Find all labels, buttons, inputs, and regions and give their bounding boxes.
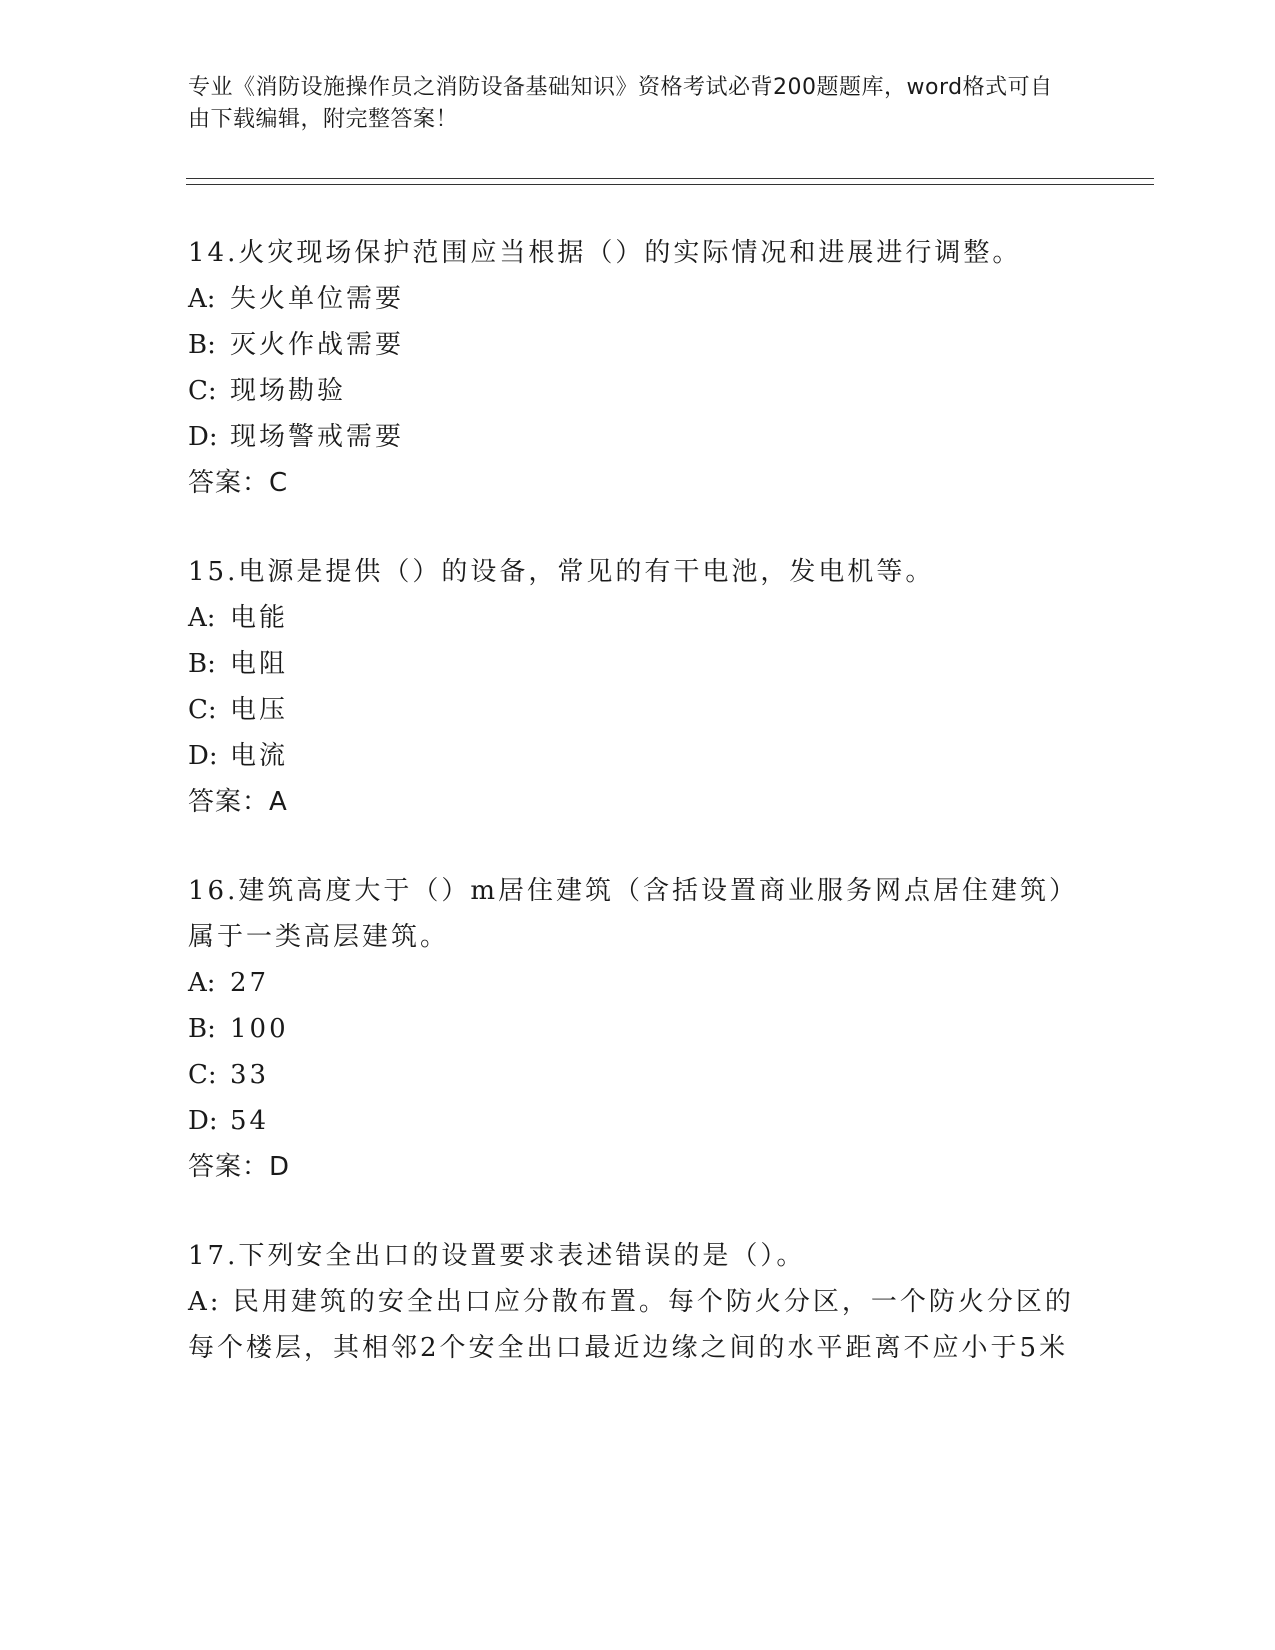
option-a [188, 595, 1078, 641]
option-a [188, 276, 1078, 322]
option-c [188, 687, 1078, 733]
question-text: 17.下列安全出口的设置要求表述错误的是（）。 [188, 1241, 806, 1271]
option-text: 民用建筑的安全出口应分散布置。每个防火分区，一个防火分区的每个楼层，其相邻2个安全出口最近边缘之间的水平距离不应小于5米 [188, 1287, 1074, 1363]
question-list [188, 230, 1078, 1414]
question-16 [188, 868, 1078, 1190]
option-text: 灭火作战需要 [230, 330, 405, 360]
option-text: 电流 [230, 741, 289, 771]
option-text: 失火单位需要 [230, 284, 405, 314]
option-b [188, 1006, 1078, 1052]
option-key: B: [188, 649, 216, 679]
option-c [188, 368, 1078, 414]
option-text: 现场警戒需要 [230, 422, 405, 452]
option-d [188, 1098, 1078, 1144]
option-text: 54 [230, 1106, 270, 1136]
option-a [188, 1279, 1078, 1371]
header-rule-bottom [186, 184, 1154, 185]
option-key: D: [188, 1106, 218, 1136]
answer-line: 答案：C [188, 468, 289, 498]
option-key: C: [188, 695, 217, 725]
option-d [188, 414, 1078, 460]
option-key: C: [188, 1060, 217, 1090]
option-text: 电阻 [230, 649, 289, 679]
option-key: B: [188, 330, 216, 360]
option-b [188, 322, 1078, 368]
option-key: C: [188, 376, 217, 406]
document-header: 专业《消防设施操作员之消防设备基础知识》资格考试必背200题题库，word格式可自由下载编辑，附完整答案！ [188, 75, 1053, 132]
answer-line: 答案：D [188, 1152, 291, 1182]
option-text: 27 [230, 968, 270, 998]
option-key: D: [188, 422, 218, 452]
question-15 [188, 549, 1078, 825]
option-text: 电压 [230, 695, 289, 725]
question-14 [188, 230, 1078, 506]
question-17 [188, 1233, 1078, 1371]
header-rule-top [186, 178, 1154, 179]
option-text: 现场勘验 [230, 376, 347, 406]
option-a [188, 960, 1078, 1006]
question-text: 14.火灾现场保护范围应当根据（）的实际情况和进展进行调整。 [188, 238, 1022, 268]
option-d [188, 733, 1078, 779]
option-key: A: [188, 284, 216, 314]
option-key: A: [188, 968, 216, 998]
answer-line: 答案：A [188, 787, 288, 817]
option-text: 33 [230, 1060, 270, 1090]
question-text: 16.建筑高度大于（）m居住建筑（含括设置商业服务网点居住建筑）属于一类高层建筑。 [188, 876, 1079, 952]
option-key: A: [188, 603, 216, 633]
option-text: 100 [230, 1014, 289, 1044]
option-key: B: [188, 1014, 216, 1044]
option-b [188, 641, 1078, 687]
question-text: 15.电源是提供（）的设备，常见的有干电池，发电机等。 [188, 557, 935, 587]
option-key: A: [188, 1287, 222, 1317]
option-c [188, 1052, 1078, 1098]
option-text: 电能 [230, 603, 289, 633]
option-key: D: [188, 741, 218, 771]
